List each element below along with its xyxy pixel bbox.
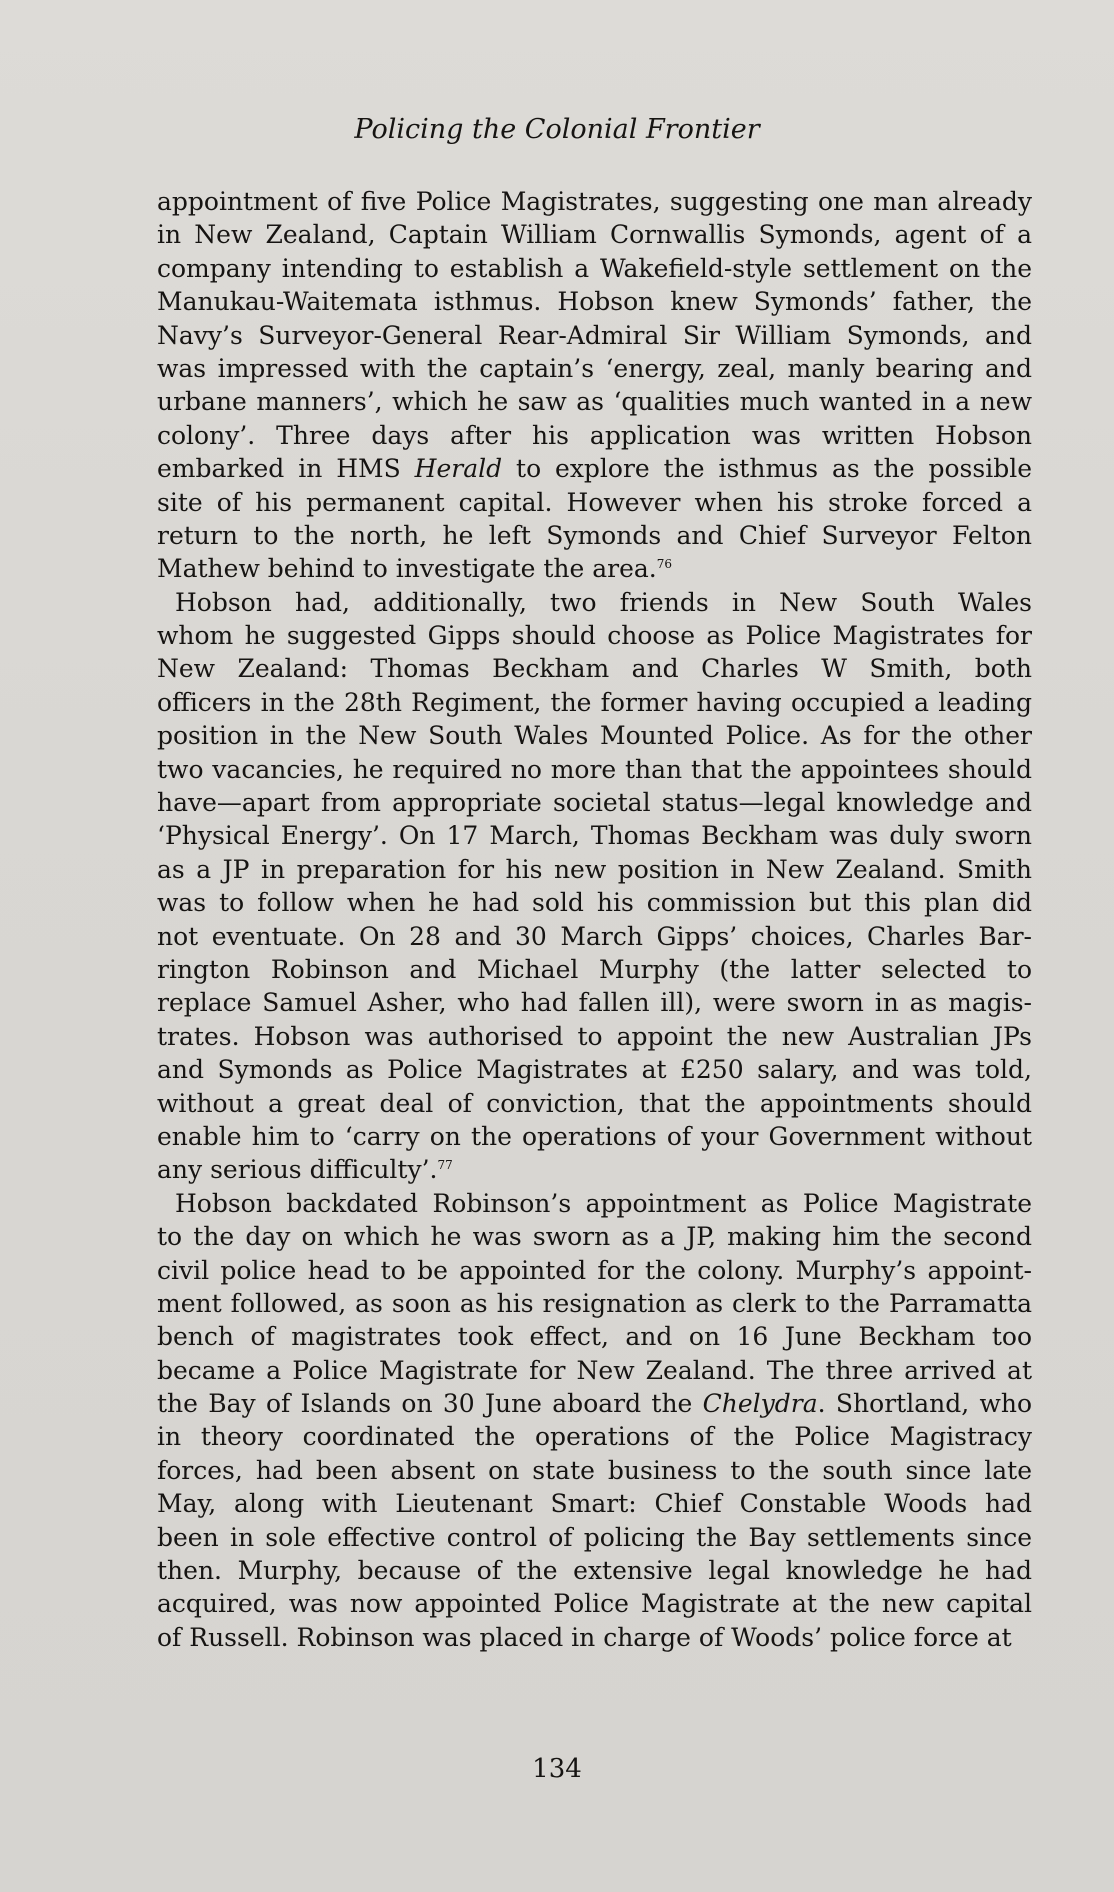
text-line: trates. Hobson was authorised to appoint the new Australian JPs <box>157 1021 1032 1051</box>
text-line: in theory coordinated the operations of the Police Magistracy <box>157 1422 1032 1452</box>
text-line: return to the north, he left Symonds and Chief Surveyor Felton <box>157 520 1032 550</box>
text-line: was impressed with the captain’s ‘energy, zeal, manly bearing and <box>157 353 1032 383</box>
text-line: any serious difficulty’.$^{77}$ <box>157 1155 453 1185</box>
text-line: New Zealand: Thomas Beckham and Charles W Smith, both <box>157 654 1032 684</box>
text-line: then. Murphy, because of the extensive legal knowledge he had <box>157 1556 1032 1586</box>
text-line: appointment of five Police Magistrates, suggesting one man already <box>157 187 1032 216</box>
text-line: Hobson had, additionally, two friends in New South Wales <box>175 587 1032 617</box>
text-line: acquired, was now appointed Police Magistrate at the new capital <box>157 1589 1032 1619</box>
text-line: Navy’s Surveyor-General Rear-Admiral Sir William Symonds, and <box>157 320 1032 350</box>
text-line: to the day on which he was sworn as a JP, making him the second <box>157 1222 1032 1252</box>
text-line: have—apart from appropriate societal status—legal knowledge and <box>157 788 1032 818</box>
body-text <box>157 185 1032 1654</box>
text-line: the Bay of Islands on 30 June aboard the Chelydra. Shortland, who <box>157 1389 1033 1419</box>
text-line: site of his permanent capital. However when his stroke forced a <box>157 487 1032 517</box>
text-line: of Russell. Robinson was placed in charge of Woods’ police force at <box>157 1622 1012 1652</box>
text-line: was to follow when he had sold his commission but this plan did <box>157 888 1032 918</box>
text-line: officers in the 28th Regiment, the former having occupied a leading <box>157 687 1032 717</box>
paragraph-2 <box>157 586 1032 1187</box>
text-line: been in sole effective control of policing the Bay settlements since <box>157 1522 1032 1552</box>
text-line: and Symonds as Police Magistrates at £250 salary, and was told, <box>157 1055 1032 1085</box>
text-line: not eventuate. On 28 and 30 March Gipps’ choices, Charles Bar- <box>157 921 1032 951</box>
text-line: as a JP in preparation for his new position in New Zealand. Smith <box>157 854 1032 884</box>
text-line: embarked in HMS Herald to explore the isthmus as the possible <box>157 454 1032 484</box>
footnote-ref: 76 <box>656 557 673 572</box>
running-head: Policing the Colonial Frontier <box>354 114 760 145</box>
text-line: position in the New South Wales Mounted Police. As for the other <box>157 721 1032 751</box>
text-line: May, along with Lieutenant Smart: Chief Constable Woods had <box>157 1489 1032 1519</box>
text-line: in New Zealand, Captain William Cornwallis Symonds, agent of a <box>157 220 1032 250</box>
text-line: ‘Physical Energy’. On 17 March, Thomas Beckham was duly sworn <box>157 821 1032 851</box>
text-line: replace Samuel Asher, who had fallen ill), were sworn in as magis- <box>157 988 1032 1018</box>
text-line: bench of magistrates took effect, and on 16 June Beckham too <box>157 1322 1032 1352</box>
text-line: Manukau-Waitemata isthmus. Hobson knew Symonds’ father, the <box>157 287 1032 317</box>
text-line: two vacancies, he required no more than that the appointees should <box>157 754 1032 784</box>
page-number: 134 <box>532 1754 582 1784</box>
footnote-ref: 77 <box>437 1158 453 1173</box>
text-line: without a great deal of conviction, that the appointments should <box>157 1088 1032 1118</box>
text-line: ment followed, as soon as his resignation as clerk to the Parramatta <box>157 1288 1032 1318</box>
text-line: colony’. Three days after his application was written Hobson <box>157 420 1032 450</box>
text-line: became a Police Magistrate for New Zealand. The three arrived at <box>157 1355 1032 1385</box>
text-line: urbane manners’, which he saw as ‘qualities much wanted in a new <box>157 387 1032 417</box>
paragraph-3 <box>157 1187 1032 1654</box>
text-line: whom he suggested Gipps should choose as Police Magistrates for <box>157 621 1032 651</box>
text-line: rington Robinson and Michael Murphy (the latter selected to <box>157 954 1032 984</box>
text-line: Hobson backdated Robinson’s appointment as Police Magistrate <box>175 1188 1032 1218</box>
text-line: forces, had been absent on state business to the south since late <box>157 1455 1032 1485</box>
text-line: Mathew behind to investigate the area.$^{76}$ <box>157 554 673 584</box>
text-line: enable him to ‘carry on the operations of your Government without <box>157 1121 1032 1151</box>
text-line: company intending to establish a Wakefield-style settlement on the <box>157 253 1032 283</box>
text-line: civil police head to be appointed for the colony. Murphy’s appoint- <box>157 1255 1032 1285</box>
paragraph-1 <box>157 185 1032 586</box>
